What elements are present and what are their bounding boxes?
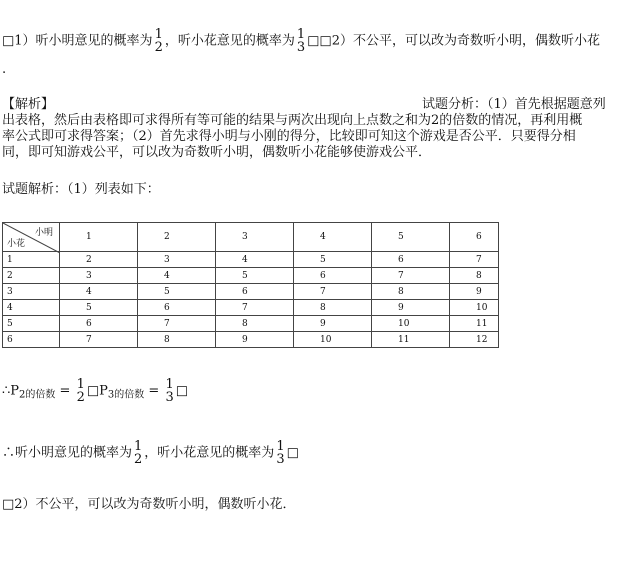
equals-sign: = <box>144 383 164 399</box>
answer-line <box>2 28 600 54</box>
conclusion-line <box>2 440 299 466</box>
conclusion-mid: ，听小花意见的概率为 <box>144 445 275 461</box>
fraction-numerator: 1 <box>296 27 306 42</box>
table-cell: 6 <box>216 284 294 300</box>
table-cell: 4 <box>138 268 216 284</box>
table-cell: 2 <box>60 252 138 268</box>
column-header: 2 <box>138 223 216 252</box>
column-header: 5 <box>372 223 450 252</box>
fraction-one-half <box>134 440 142 466</box>
table-header-row <box>3 223 499 252</box>
table-cell: 7 <box>450 252 499 268</box>
table-cell: 7 <box>138 316 216 332</box>
therefore-p: ∴P <box>2 383 20 399</box>
analysis-title: 【解析】 <box>2 97 55 112</box>
answer-mid: ，听小花意见的概率为 <box>164 33 295 49</box>
table-cell: 8 <box>138 332 216 348</box>
table-cell: 7 <box>372 268 450 284</box>
table-cell: 4 <box>216 252 294 268</box>
table-cell: 7 <box>294 284 372 300</box>
part2-line: □2）不公平，可以改为奇数听小明，偶数听小花． <box>2 497 296 512</box>
fraction-denominator: 3 <box>276 452 285 467</box>
table-cell: 4 <box>60 284 138 300</box>
column-header: 4 <box>294 223 372 252</box>
table-cell: 6 <box>372 252 450 268</box>
table-cell: 7 <box>60 332 138 348</box>
table-cell: 5 <box>138 284 216 300</box>
fraction-numerator: 1 <box>76 377 85 392</box>
table-cell: 6 <box>60 316 138 332</box>
probability-line <box>2 378 188 404</box>
analysis-line-3: 率公式即可求得答案；（2）首先求得小明与小刚的得分，比较即可知这个游戏是否公平．只要得分相 <box>2 129 576 144</box>
table-cell: 12 <box>450 332 499 348</box>
table-cell: 5 <box>216 268 294 284</box>
analysis-line-2: 出表格，然后由表格即可求得所有等可能的结果与两次出现向上点数之和为2的倍数的情况，再利用概 <box>2 113 583 128</box>
table-cell: 10 <box>294 332 372 348</box>
table-cell: 10 <box>450 300 499 316</box>
table-row <box>3 252 499 268</box>
fraction-numerator: 1 <box>154 27 163 42</box>
table-cell: 9 <box>294 316 372 332</box>
fraction-denominator: 2 <box>154 40 163 55</box>
answer-prefix: □1）听小明意见的概率为 <box>2 33 153 49</box>
row-label: 2 <box>3 268 60 284</box>
row-label: 6 <box>3 332 60 348</box>
fraction-one-third <box>297 28 305 54</box>
table-cell: 3 <box>60 268 138 284</box>
table-cell: 3 <box>138 252 216 268</box>
subscript-multiple-of-2: 2的倍数 <box>19 389 56 401</box>
row-label: 4 <box>3 300 60 316</box>
table-cell: 5 <box>294 252 372 268</box>
table-cell: 9 <box>372 300 450 316</box>
fraction-numerator: 1 <box>134 439 143 454</box>
fraction-one-third <box>165 378 173 404</box>
conclusion-end: □ <box>286 445 299 461</box>
solution-intro: 试题解析：（1）列表如下： <box>2 182 160 197</box>
diagonal-header-cell <box>3 223 60 252</box>
analysis-line-4: 同，即可知游戏公平，可以改为奇数听小明，偶数听小花能够使游戏公平． <box>2 145 432 160</box>
table-row <box>3 300 499 316</box>
fraction-denominator: 2 <box>134 452 143 467</box>
row-header-label: 小花 <box>7 239 26 249</box>
fraction-one-third <box>276 440 284 466</box>
equals-sign: = <box>55 383 75 399</box>
table-cell: 8 <box>450 268 499 284</box>
table-cell: 10 <box>372 316 450 332</box>
row-label: 1 <box>3 252 60 268</box>
table-cell: 8 <box>216 316 294 332</box>
fraction-one-half <box>155 28 163 54</box>
sum-table <box>2 222 499 348</box>
col-header-label: 小明 <box>34 228 53 238</box>
table-cell: 7 <box>216 300 294 316</box>
prob-end: □ <box>175 383 189 399</box>
table-cell: 11 <box>450 316 499 332</box>
table-cell: 11 <box>372 332 450 348</box>
conclusion-prefix: ∴听小明意见的概率为 <box>2 445 133 461</box>
answer-tail: □□2）不公平，可以改为奇数听小明，偶数听小花 <box>307 33 600 49</box>
table-cell: 8 <box>372 284 450 300</box>
fraction-denominator: 2 <box>76 390 85 405</box>
row-label: 5 <box>3 316 60 332</box>
table-row <box>3 268 499 284</box>
fraction-one-half <box>77 378 85 404</box>
column-header: 6 <box>450 223 499 252</box>
table-row <box>3 332 499 348</box>
column-header: 1 <box>60 223 138 252</box>
table-row <box>3 316 499 332</box>
table-cell: 9 <box>450 284 499 300</box>
fraction-numerator: 1 <box>276 439 285 454</box>
answer-dot: . <box>2 62 7 77</box>
table-cell: 5 <box>60 300 138 316</box>
table-cell: 6 <box>138 300 216 316</box>
table-cell: 6 <box>294 268 372 284</box>
fraction-denominator: 3 <box>165 390 174 405</box>
column-header: 3 <box>216 223 294 252</box>
table-row <box>3 284 499 300</box>
fraction-denominator: 3 <box>296 40 306 55</box>
analysis-label: 试题分析：（1）首先根据题意列 <box>422 97 606 112</box>
prob-mid: □P <box>86 383 108 399</box>
fraction-numerator: 1 <box>165 377 174 392</box>
subscript-multiple-of-3: 3的倍数 <box>107 389 145 401</box>
table-cell: 9 <box>216 332 294 348</box>
row-label: 3 <box>3 284 60 300</box>
table-cell: 8 <box>294 300 372 316</box>
